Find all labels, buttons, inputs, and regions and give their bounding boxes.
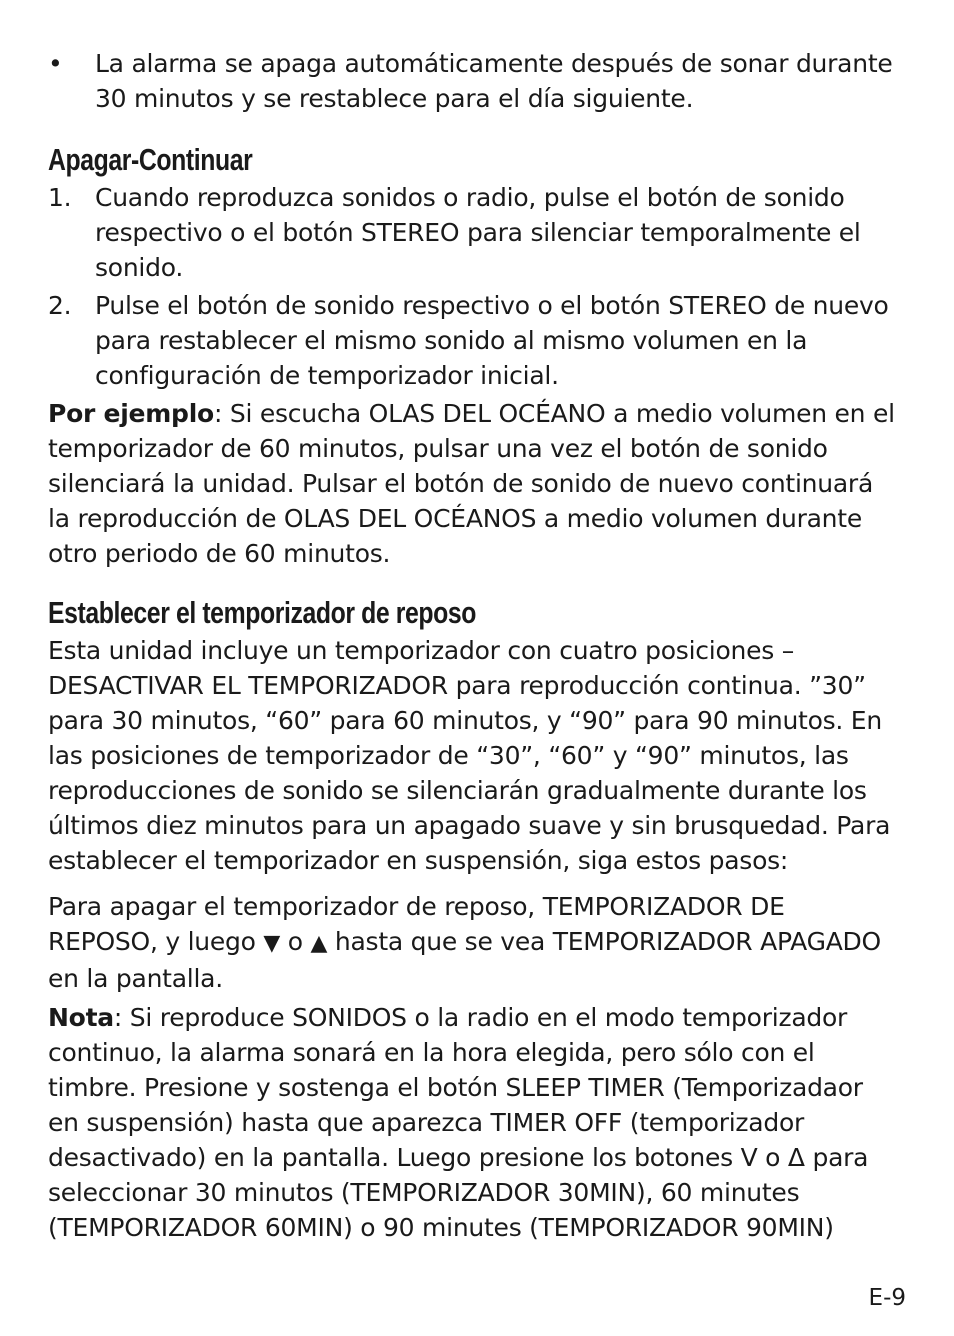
example-paragraph (48, 396, 898, 571)
timer-off-text-2: o (280, 927, 311, 956)
section-heading-apagar: Apagar-Continuar (48, 142, 253, 177)
timer-off-text-3: hasta que se vea TEMPORIZADOR APAGADO en la pantalla. (48, 927, 881, 993)
down-arrow-icon: ▼ (263, 931, 281, 956)
list-item-text: Cuando reproduzca sonidos o radio, pulse el botón de sonido respectivo o el botón STEREO para silenciar temporalmente el sonido. (95, 183, 861, 282)
list-number: 2. (48, 291, 72, 320)
example-text: : Si escucha OLAS DEL OCÉANO a medio volumen en el temporizador de 60 minutos, pulsar una vez el botón de sonido silenciará la unidad. Pulsar el botón de sonido de nuevo continuará la reproducción de OLAS DEL OCÉANOS a medio volumen durante otro periodo de 60 minutos. (48, 399, 895, 568)
document-page (48, 40, 898, 1245)
up-arrow-icon: ▲ (310, 931, 328, 956)
list-item (48, 180, 898, 285)
bullet-marker: • (48, 49, 63, 78)
list-number: 1. (48, 183, 72, 212)
timer-paragraph: Esta unidad incluye un temporizador con cuatro posiciones – DESACTIVAR EL TEMPORIZADOR para reproducción continua. ”30” para 30 minutos, “60” para 60 minutos, y “90” para 90 minutos. En las posiciones de temporizador de “30”, “60” y “90” minutos, las reproducciones de sonido se silenciarán gradualmente durante los últimos diez minutos para un apagado suave y sin brusquedad. Para establecer el temporizador en suspensión, siga estos pasos: (48, 636, 891, 875)
example-label: Por ejemplo (48, 399, 214, 428)
note-text: : Si reproduce SONIDOS o la radio en el modo temporizador continuo, la alarma sonará en la hora elegida, pero sólo con el timbre. Presione y sostenga el botón SLEEP TIMER (Temporizadaor en suspensión) hasta que aparezca TIMER OFF (temporizador desactivado) en la pantalla. Luego presione los botones V o Δ para seleccionar 30 minutos (TEMPORIZADOR 30MIN), 60 minutes (TEMPORIZADOR 60MIN) o 90 minutes (TEMPORIZADOR 90MIN) (48, 1003, 869, 1242)
page-number: E-9 (868, 1285, 906, 1311)
list-item-text: Pulse el botón de sonido respectivo o el botón STEREO de nuevo para restablecer el mismo sonido al mismo volumen en la configuración de temporizador inicial. (95, 291, 889, 390)
list-item-bullet (48, 46, 898, 116)
section-heading-temporizador: Establecer el temporizador de reposo (48, 595, 477, 630)
bullet-text: La alarma se apaga automáticamente después de sonar durante 30 minutos y se restablece para el día siguiente. (95, 49, 893, 113)
list-item (48, 288, 898, 393)
timer-off-text-1: Para apagar el temporizador de reposo, TEMPORIZADOR DE REPOSO, y luego (48, 892, 785, 956)
timer-off-paragraph (48, 889, 898, 996)
note-paragraph (48, 1000, 898, 1245)
note-label: Nota (48, 1003, 114, 1032)
